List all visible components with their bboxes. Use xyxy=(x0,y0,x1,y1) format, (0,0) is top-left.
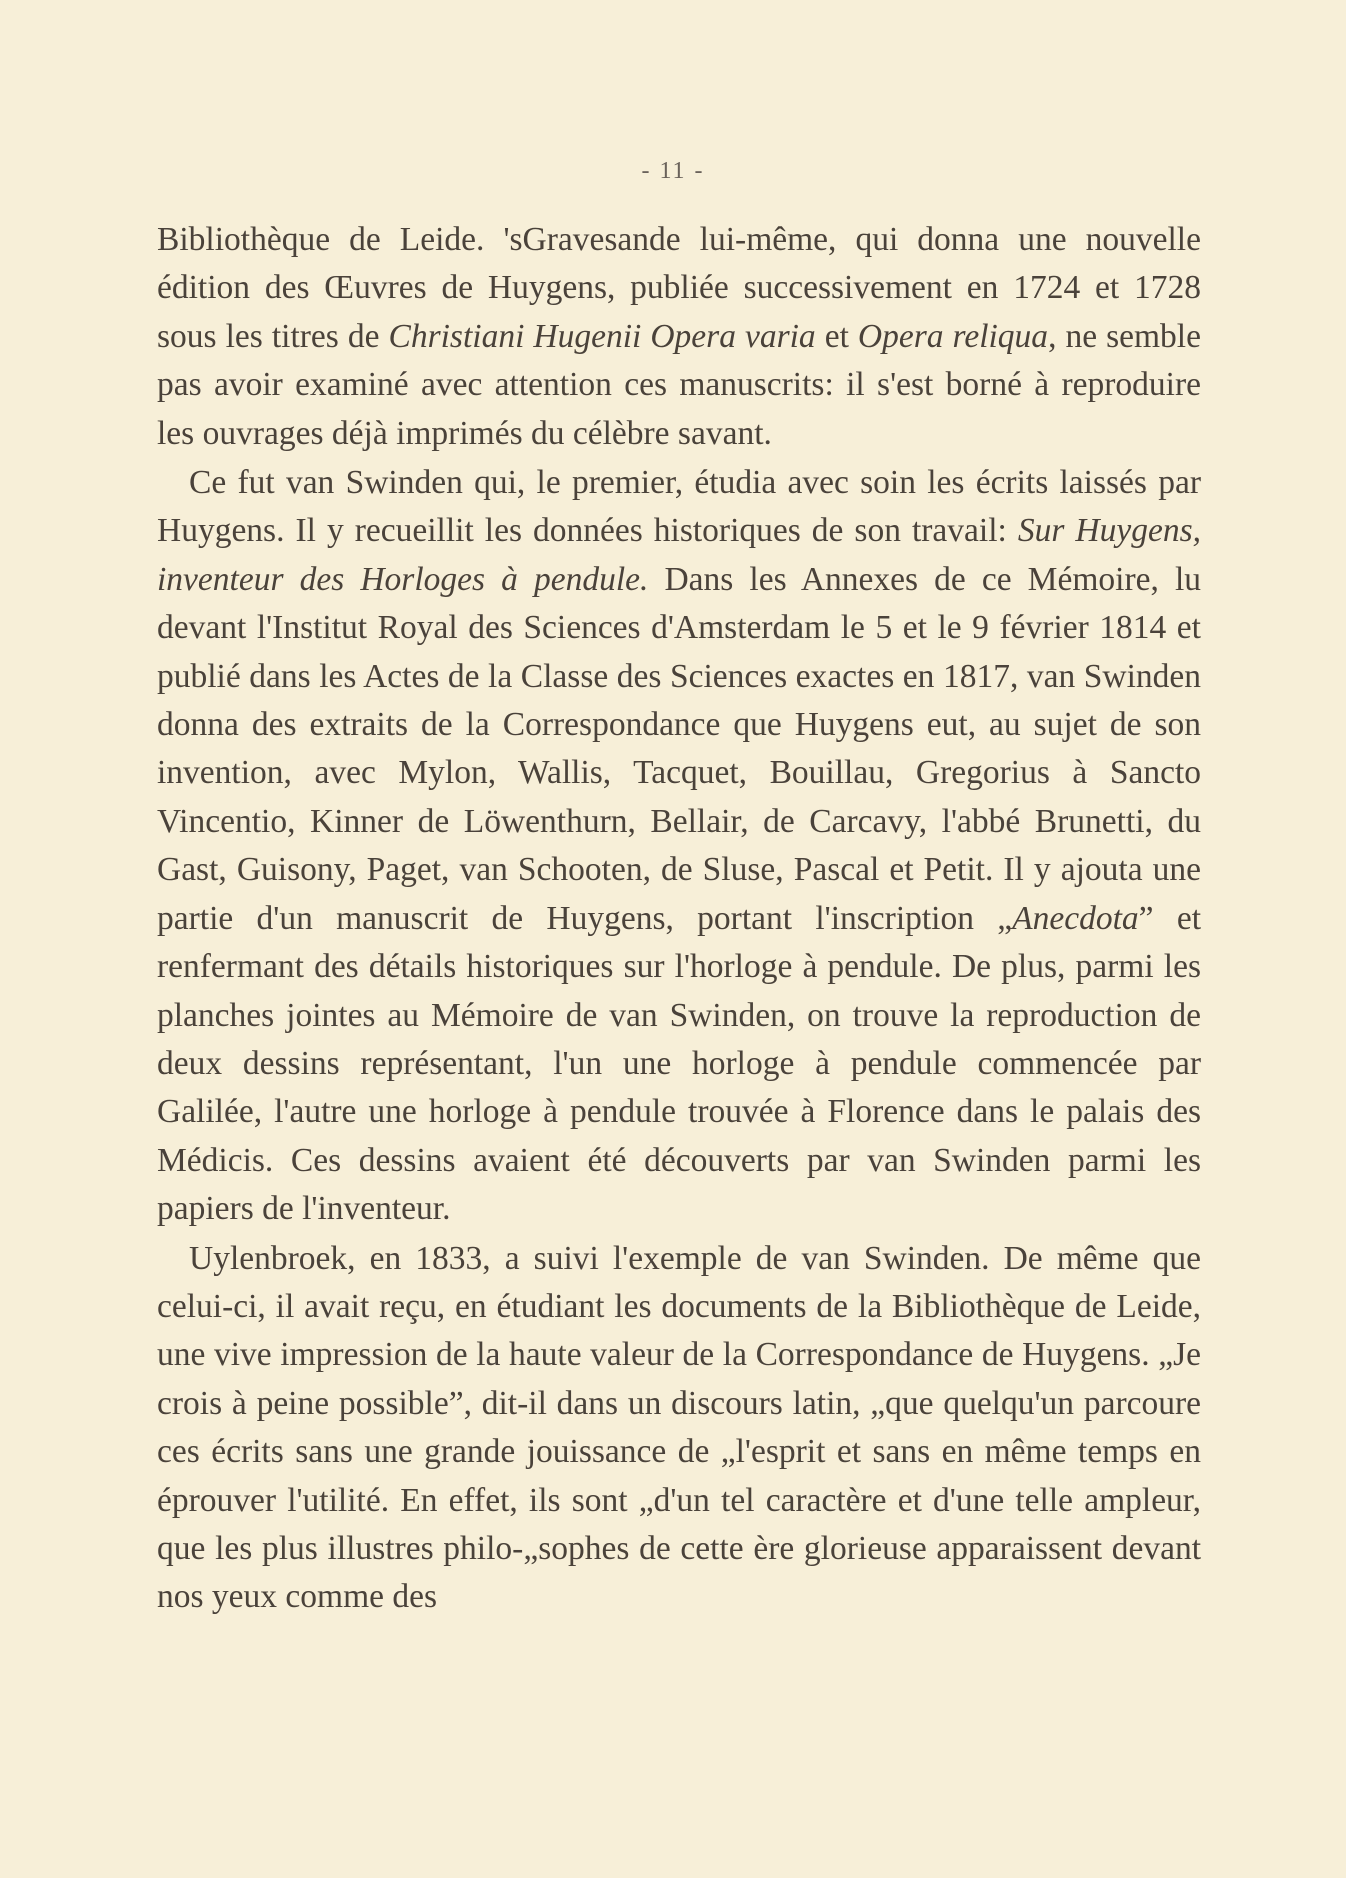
italic-title: Sur Huygens, inventeur des Horloges à pendule. xyxy=(157,512,1201,598)
italic-title: Christiani Hugenii Opera varia xyxy=(388,317,816,355)
text-run: Bibliothèque de Leide. 'sGravesande lui-même, qui donna une nouvelle édition des Œuvres de Huygens, publiée successivement en 1724 et 1728 sous les titres de xyxy=(157,221,1201,355)
text-run: Uylenbroek, en 1833, a suivi l'exemple de van Swinden. De même que celui-ci, il avait reçu, en étudiant les documents de la Bibliothèque de Leide, une vive impression de la haute valeur de la Correspondance de Huygens. „Je crois à peine possible”, dit-il dans un discours latin, „que quelqu'un parcoure ces écrits sans une grande jouissance de „l'esprit et sans en même temps en éprouver l'utilité. En effet, ils sont „d'un tel caractère et d'une telle ampleur, que les plus illustres philo-„sophes de cette ère glorieuse apparaissent devant nos yeux comme des xyxy=(157,1239,1201,1616)
text-run: , ne semble pas avoir examiné avec attention ces manuscrits: il s'est borné à reproduire les ouvrages déjà imprimés du célèbre savant. xyxy=(157,317,1201,452)
text-run: et xyxy=(815,317,858,355)
paragraph xyxy=(157,216,1201,458)
paragraph xyxy=(157,459,1201,1234)
text-run: Dans les Annexes de ce Mémoire, lu devant l'Institut Royal des Sciences d'Amsterdam le 5 et le 9 février 1814 et publié dans les Actes de la Classe des Sciences exactes en 1817, van Swinden donna des extraits de la Correspondance que Huygens eut, au sujet de son invention, avec Mylon, Wallis, Tacquet, Bouillau, Gregorius à Sancto Vincentio, Kinner de Löwenthurn, Bellair, de Carcavy, l'abbé Brunetti, du Gast, Guisony, Paget, van Schooten, de Sluse, Pascal et Petit. Il y ajouta une partie d'un manuscrit de Huygens, portant l'inscription „ xyxy=(157,560,1201,937)
paragraph xyxy=(157,1235,1201,1622)
body-text xyxy=(157,216,1201,1623)
text-run: ” et renfermant des détails historiques sur l'horloge à pendule. De plus, parmi les planches jointes au Mémoire de van Swinden, on trouve la reproduction de deux dessins représentant, l'un une horloge à pendule commencée par Galilée, l'autre une horloge à pendule trouvée à Florence dans le palais des Médicis. Ces dessins avaient été découverts par van Swinden parmi les papiers de l'inventeur. xyxy=(157,899,1202,1228)
text-run: Ce fut van Swinden qui, le premier, étudia avec soin les écrits laissés par Huygens. Il y recueillit les données historiques de son travail: xyxy=(157,464,1201,550)
page-number: - 11 - xyxy=(641,158,705,184)
italic-title: Anecdota xyxy=(1012,899,1139,937)
italic-title: Opera reliqua xyxy=(857,317,1049,355)
